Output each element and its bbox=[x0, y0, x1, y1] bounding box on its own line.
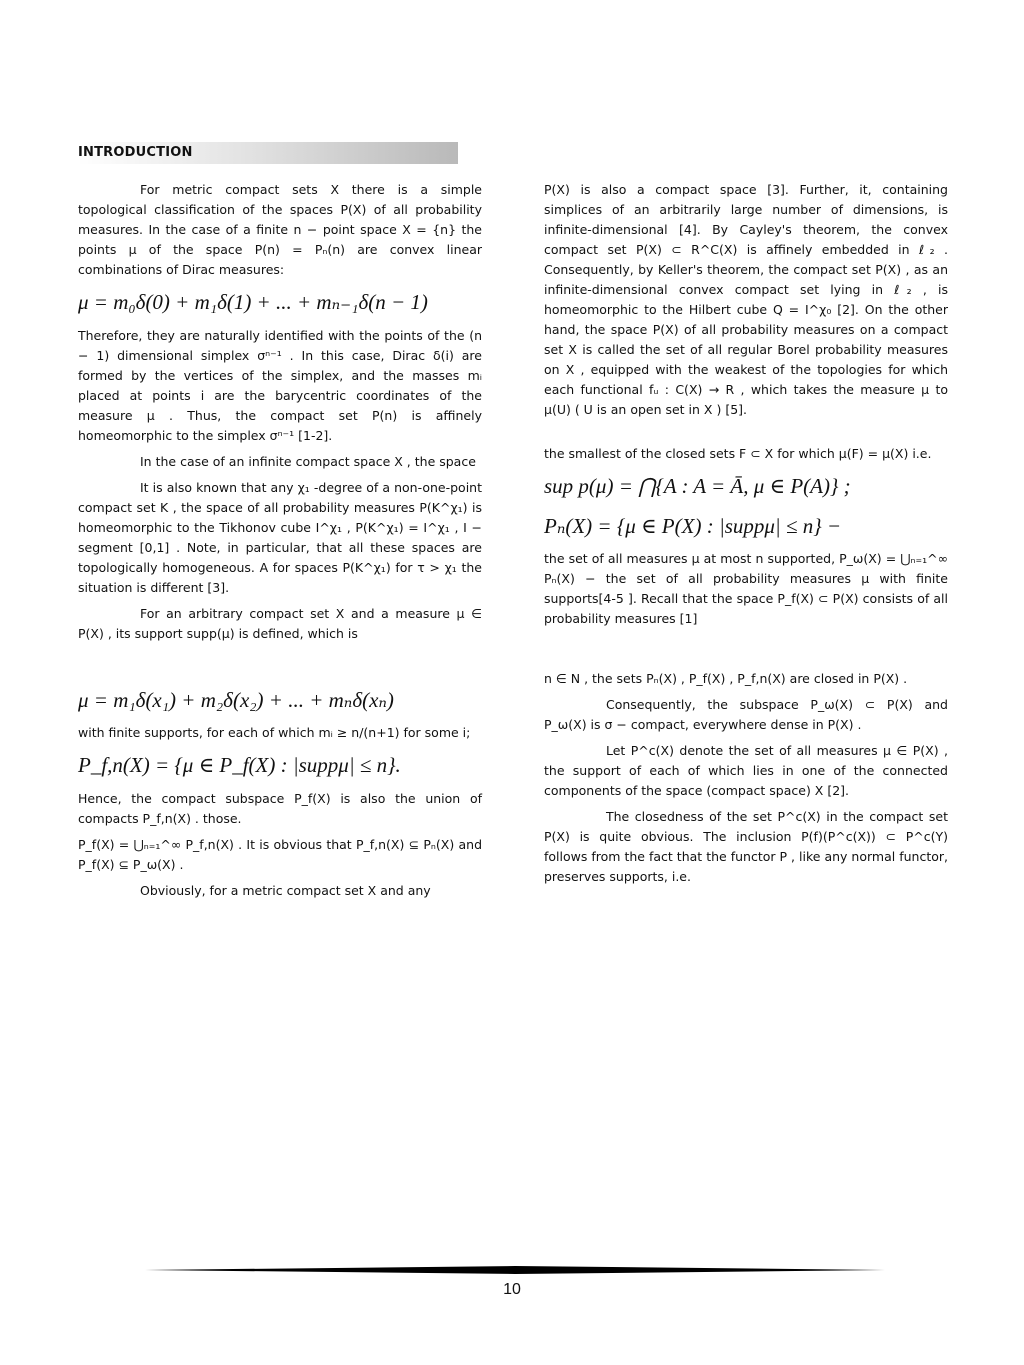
right-paragraph-7: The closedness of the set P^c(X) in the compact set P(X) is quite obvious. The inclusion P(f)(P^c(X)) ⊂ P^c(Y) follows from the fact that the functor P , like any normal functor, preserves supports, i.e. bbox=[544, 809, 948, 885]
right-paragraph-6: Let P^c(X) denote the set of all measures μ ∈ P(X) , the support of each of which lies in one of the connected components of the space (compact space) X [2]. bbox=[544, 743, 948, 799]
right-paragraph-5: Consequently, the subspace P_ω(X) ⊂ P(X) and P_ω(X) is σ − compact, everywhere dense in P(X) . bbox=[544, 697, 948, 733]
right-paragraph-3: the set of all measures μ at most n supported, P_ω(X) = ⋃ₙ₌₁^∞ Pₙ(X) − the set of all probability measures μ with finite supports[4-5 ]. Recall that the space P_f(X) ⊂ P(X) consists of all probability measures [1] bbox=[544, 551, 948, 627]
left-formula-pfn: P_f,n(X) = {μ ∈ P_f(X) : |suppμ| ≤ n}. bbox=[78, 753, 401, 778]
left-paragraph-6: with finite supports, for each of which mᵢ ≥ n/(n+1) for some i; bbox=[78, 725, 471, 741]
left-paragraph-1: For metric compact sets X there is a simple topological classification of the spaces P(X) of all probability measures. In the case of a finite n − point space X = {n} the points μ of the space P(n) = Pₙ(n) are convex linear combinations of Dirac measures: bbox=[78, 182, 482, 277]
left-paragraph-5: For an arbitrary compact set X and a measure μ ∈ P(X) , its support supp(μ) is defined, which is bbox=[78, 605, 482, 641]
left-paragraph-2: Therefore, they are naturally identified with the points of the (n − 1) dimensional simplex σⁿ⁻¹ . In this case, Dirac δ(i) are formed by the vertices of the simplex, and the masses mᵢ placed at points i are the barycentric coordinates of the measure μ . Thus, the compact set P(n) is affinely homeomorphic to the simplex σⁿ⁻¹ [1-2]. bbox=[78, 327, 482, 443]
left-formula-finite-support: μ = m₁δ(x₁) + m₂δ(x₂) + ... + mₙδ(xₙ) bbox=[78, 687, 394, 712]
right-formula-pn: Pₙ(X) = {μ ∈ P(X) : |suppμ| ≤ n} − bbox=[544, 513, 842, 538]
left-paragraph-9: Obviously, for a metric compact set X and any bbox=[140, 882, 431, 898]
right-column bbox=[544, 180, 948, 893]
page-number: 10 bbox=[503, 1281, 521, 1298]
footer-rule bbox=[145, 1266, 885, 1274]
right-paragraph-4: n ∈ N , the sets Pₙ(X) , P_f(X) , P_f,n(X) are closed in P(X) . bbox=[544, 671, 908, 687]
left-paragraph-7: Hence, the compact subspace P_f(X) is also the union of compacts P_f,n(X) . those. bbox=[78, 790, 482, 826]
section-heading: INTRODUCTION bbox=[78, 145, 193, 160]
left-paragraph-8: P_f(X) = ⋃ₙ₌₁^∞ P_f,n(X) . It is obvious that P_f,n(X) ⊆ Pₙ(X) and P_f(X) ⊆ P_ω(X) . bbox=[78, 836, 482, 872]
left-paragraph-3: In the case of an infinite compact space X , the space bbox=[140, 453, 476, 469]
left-paragraph-4: It is also known that any χ₁ -degree of a non-one-point compact set K , the space of all probability measures P(K^χ₁) is homeomorphic to the Tikhonov cube I^χ₁ , P(K^χ₁) = I^χ₁ , I − segment [0,1] . Note, in particular, that all these spaces are topologically homogeneous. A for spaces P(K^χ₁) for τ > χ₁ the situation is different [3]. bbox=[78, 479, 482, 595]
right-paragraph-2: the smallest of the closed sets F ⊂ X for which μ(F) = μ(X) i.e. bbox=[544, 446, 932, 461]
right-paragraph-1: P(X) is also a compact space [3]. Further, it, containing simplices of an arbitrarily large number of dimensions, is infinite-dimensional [4]. By Cayley's theorem, the convex compact set P(X) ⊂ R^C(X) is affinely embedded in ℓ₂ . Consequently, by Keller's theorem, the compact set P(X) , as an infinite-dimensional convex compact set lying in ℓ₂ , is homeomorphic to the Hilbert cube Q = I^χ₀ [2]. On the other hand, the space P(X) of all probability measures on a compact set X is called the set of all regular Borel probability measures on X , equipped with the weakest of the topologies for which each functional fᵤ : C(X) → R , which takes the measure μ to μ(U) ( U is an open set in X ) [5]. bbox=[544, 182, 948, 417]
left-formula-dirac-combination: μ = m₀δ(0) + m₁δ(1) + ... + mₙ₋₁δ(n − 1) bbox=[78, 290, 428, 314]
right-formula-support: sup p(μ) = ⋂{A : A = Ā, μ ∈ P(A)} ; bbox=[544, 474, 851, 498]
left-column bbox=[78, 180, 482, 907]
